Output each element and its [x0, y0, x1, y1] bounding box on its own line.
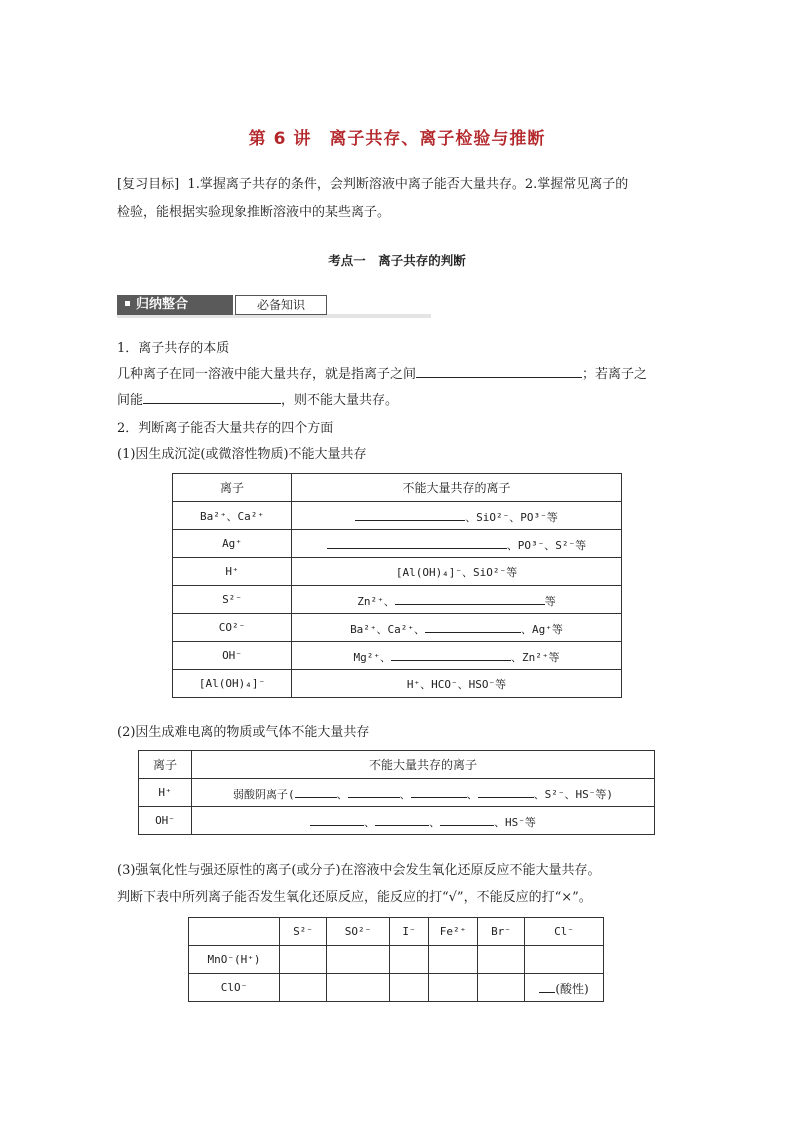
- table-header: I⁻: [390, 918, 429, 946]
- ion-cell: OH⁻: [139, 807, 192, 835]
- review-goals: [117, 171, 679, 227]
- table-header: 离子: [139, 751, 192, 779]
- answer-blank[interactable]: [425, 618, 521, 633]
- banner-sub: 必备知识: [235, 295, 327, 315]
- table-row: [173, 558, 622, 586]
- page-title: 第 6 讲 离子共存、离子检验与推断: [248, 129, 546, 149]
- table-row: S²⁻ Zn²⁺、 等: [173, 586, 622, 614]
- table-cell: H⁺、HCO⁻、HSO⁻等: [292, 670, 622, 698]
- table-row: CO²⁻ Ba²⁺、Ca²⁺、 、Ag⁺等: [173, 614, 622, 642]
- weak-electrolyte-table: [138, 750, 655, 835]
- table-header: S²⁻: [280, 918, 327, 946]
- table-row: [189, 946, 604, 974]
- table-header: [189, 918, 280, 946]
- table-row: ClO⁻ (酸性): [189, 974, 604, 1002]
- answer-blank[interactable]: [395, 590, 545, 605]
- table-header: 不能大量共存的离子: [292, 474, 622, 502]
- ion-cell: H⁺: [139, 779, 192, 807]
- table-row: [173, 670, 622, 698]
- answer-cell[interactable]: [327, 946, 390, 974]
- subheading-3-note: 判断下表中所列离子能否发生氧化还原反应，能反应的打“√”，不能反应的打“×”。: [117, 890, 592, 905]
- ion-cell: OH⁻: [173, 642, 292, 670]
- section-banner: [117, 293, 431, 319]
- answer-blank[interactable]: [295, 783, 337, 798]
- answer-blank[interactable]: [391, 646, 511, 661]
- table-header: 离子: [173, 474, 292, 502]
- table-header: SO²⁻: [327, 918, 390, 946]
- ion-cell: Ba²⁺、Ca²⁺: [173, 502, 292, 530]
- answer-blank[interactable]: [355, 506, 465, 521]
- answer-blank[interactable]: [440, 811, 494, 826]
- table-header: Br⁻: [478, 918, 525, 946]
- review-text-1: 1.掌握离子共存的条件，会判断溶液中离子能否大量共存。2.掌握常见离子的: [187, 177, 629, 192]
- review-tag: [复习目标]: [117, 177, 180, 192]
- square-icon: [125, 301, 130, 306]
- table-header: Cl⁻: [525, 918, 604, 946]
- table-row: H⁺ 弱酸阴离子( 、 、 、 、S²⁻、HS⁻等): [139, 779, 655, 807]
- row-label: ClO⁻: [189, 974, 280, 1002]
- answer-blank[interactable]: [411, 783, 467, 798]
- answer-cell[interactable]: [327, 974, 390, 1002]
- table-cell: [Al(OH)₄]⁻、SiO²⁻等: [292, 558, 622, 586]
- answer-cell[interactable]: [390, 946, 429, 974]
- answer-cell[interactable]: [280, 974, 327, 1002]
- answer-blank[interactable]: [327, 534, 507, 549]
- subheading-1: (1)因生成沉淀(或微溶性物质)不能大量共存: [117, 447, 367, 462]
- ion-cell: [Al(OH)₄]⁻: [173, 670, 292, 698]
- ion-cell: S²⁻: [173, 586, 292, 614]
- table-row: Ag⁺ 、PO³⁻、S²⁻等: [173, 530, 622, 558]
- answer-blank[interactable]: [310, 811, 364, 826]
- answer-cell[interactable]: [429, 974, 478, 1002]
- answer-blank[interactable]: [478, 783, 534, 798]
- answer-cell[interactable]: [390, 974, 429, 1002]
- answer-cell[interactable]: [525, 946, 604, 974]
- kaodian-heading: 考点一 离子共存的判断: [328, 253, 466, 268]
- answer-blank[interactable]: [375, 811, 429, 826]
- answer-cell[interactable]: [478, 974, 525, 1002]
- table-row: OH⁻ Mg²⁺、 、Zn²⁺等: [173, 642, 622, 670]
- redox-table: [188, 917, 604, 1002]
- ion-cell: H⁺: [173, 558, 292, 586]
- banner-main: 归纳整合: [117, 295, 233, 315]
- ion-cell: Ag⁺: [173, 530, 292, 558]
- answer-blank[interactable]: [348, 783, 400, 798]
- table-header: Fe²⁺: [429, 918, 478, 946]
- review-text-2: 检验，能根据实验现象推断溶液中的某些离子。: [117, 205, 391, 220]
- answer-blank[interactable]: [143, 389, 281, 404]
- subheading-2: (2)因生成难电离的物质或气体不能大量共存: [117, 725, 370, 740]
- answer-blank[interactable]: [539, 978, 555, 993]
- row-label: MnO⁻(H⁺): [189, 946, 280, 974]
- ion-cell: CO²⁻: [173, 614, 292, 642]
- answer-blank[interactable]: [416, 363, 582, 378]
- precipitation-table: [172, 473, 622, 698]
- section2-heading: 2．判断离子能否大量共存的四个方面: [117, 421, 334, 436]
- section1-line2: 间能 ，则不能大量共存。: [117, 388, 398, 414]
- table-row: Ba²⁺、Ca²⁺ 、SiO²⁻、PO³⁻等: [173, 502, 622, 530]
- answer-cell[interactable]: [280, 946, 327, 974]
- answer-cell[interactable]: [429, 946, 478, 974]
- section1-heading: 1．离子共存的本质: [117, 341, 230, 356]
- section1-line1: 几种离子在同一溶液中能大量共存，就是指离子之间 ；若离子之: [117, 362, 647, 388]
- answer-cell[interactable]: [478, 946, 525, 974]
- subheading-3: (3)强氧化性与强还原性的离子(或分子)在溶液中会发生氧化还原反应不能大量共存。: [117, 863, 601, 878]
- table-header: 不能大量共存的离子: [192, 751, 655, 779]
- table-row: OH⁻ 、 、 、HS⁻等: [139, 807, 655, 835]
